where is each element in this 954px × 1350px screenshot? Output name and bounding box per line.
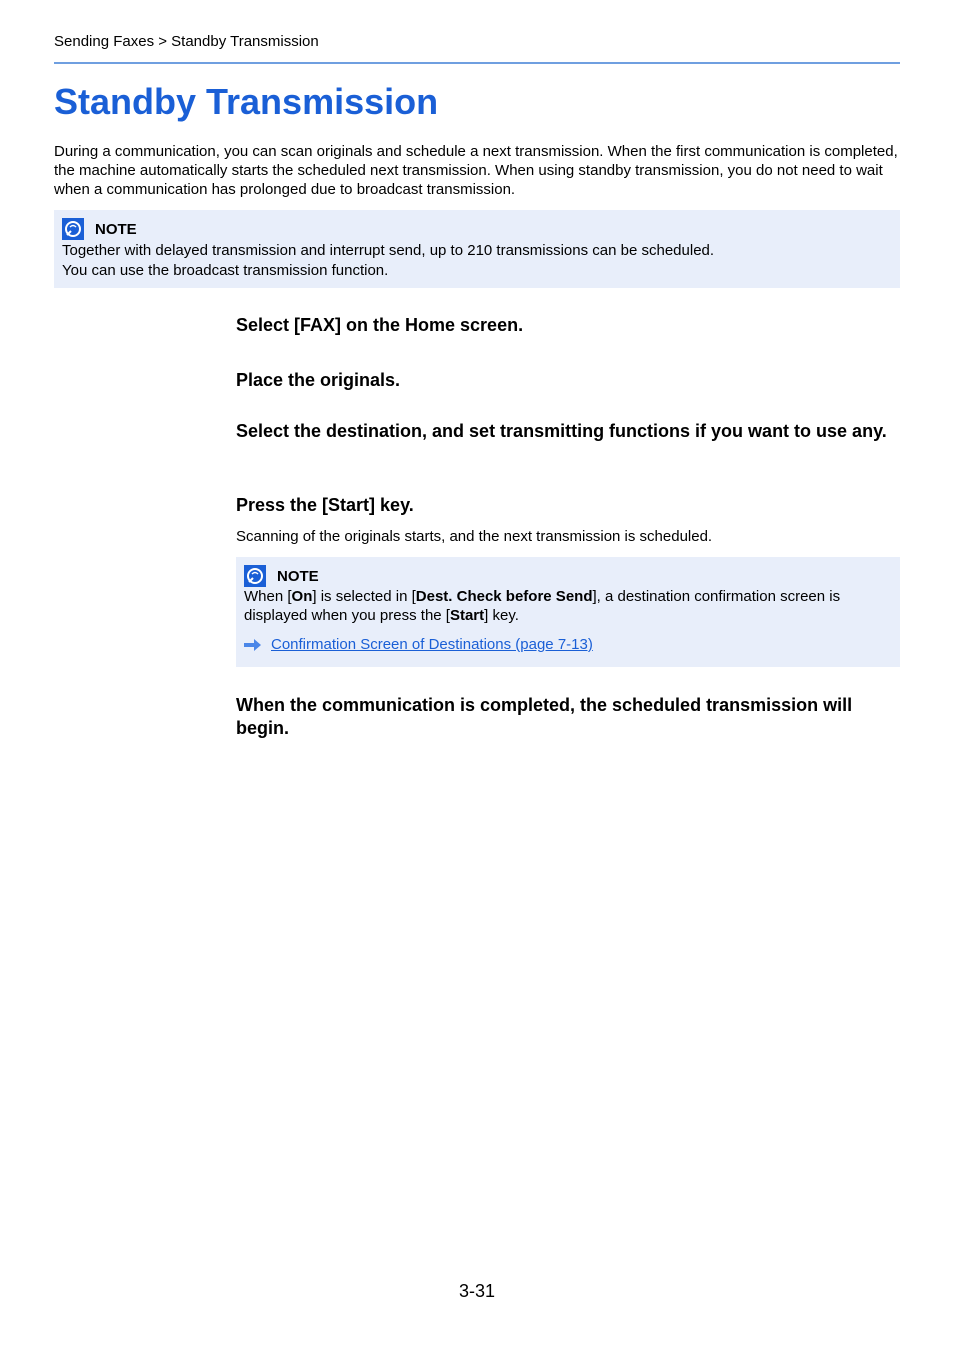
breadcrumb: Sending Faxes > Standby Transmission bbox=[54, 33, 319, 50]
note-box-2 bbox=[236, 557, 900, 667]
note-label: NOTE bbox=[95, 220, 137, 238]
page-title: Standby Transmission bbox=[54, 81, 439, 122]
header-rule bbox=[54, 62, 900, 64]
step-4: Press the [Start] key. bbox=[236, 495, 414, 515]
note-header bbox=[62, 218, 900, 240]
page-number: 3-31 bbox=[458, 1281, 496, 1301]
note-icon bbox=[244, 565, 266, 587]
note-icon bbox=[62, 218, 84, 240]
intro-paragraph: During a communication, you can scan originals and schedule a next transmission. When the first communication is completed, the machine automatically starts the scheduled next transmission. When using standby transmission, you do not need to wait when a communication has prolonged due to broadcast transmission. bbox=[54, 143, 898, 198]
step-1: Select [FAX] on the Home screen. bbox=[236, 315, 524, 335]
step-2: Place the originals. bbox=[236, 370, 401, 390]
setting-dest-check: Dest. Check before Send bbox=[415, 588, 593, 605]
start-key: Start bbox=[449, 607, 485, 624]
note-label: NOTE bbox=[277, 567, 319, 585]
note-line: You can use the broadcast transmission function. bbox=[62, 262, 389, 279]
step-4-detail: Scanning of the originals starts, and the next transmission is scheduled. bbox=[236, 528, 713, 545]
setting-on: On bbox=[291, 588, 313, 605]
note-line: Together with delayed transmission and interrupt send, up to 210 transmissions can be scheduled. bbox=[62, 242, 715, 259]
note-text: When [On] is selected in [Dest. Check before Send], a destination confirmation screen is displayed when you press the [Start] key. bbox=[244, 588, 841, 624]
note-header bbox=[244, 565, 892, 587]
arrow-right-icon bbox=[244, 638, 262, 652]
note-box-1 bbox=[54, 210, 900, 288]
confirmation-screen-link[interactable]: Confirmation Screen of Destinations (page 7-13) bbox=[271, 636, 593, 653]
step-5: When the communication is completed, the scheduled transmission will begin. bbox=[236, 695, 853, 738]
reference-link-row bbox=[244, 636, 892, 653]
step-3: Select the destination, and set transmitting functions if you want to use any. bbox=[236, 421, 887, 441]
